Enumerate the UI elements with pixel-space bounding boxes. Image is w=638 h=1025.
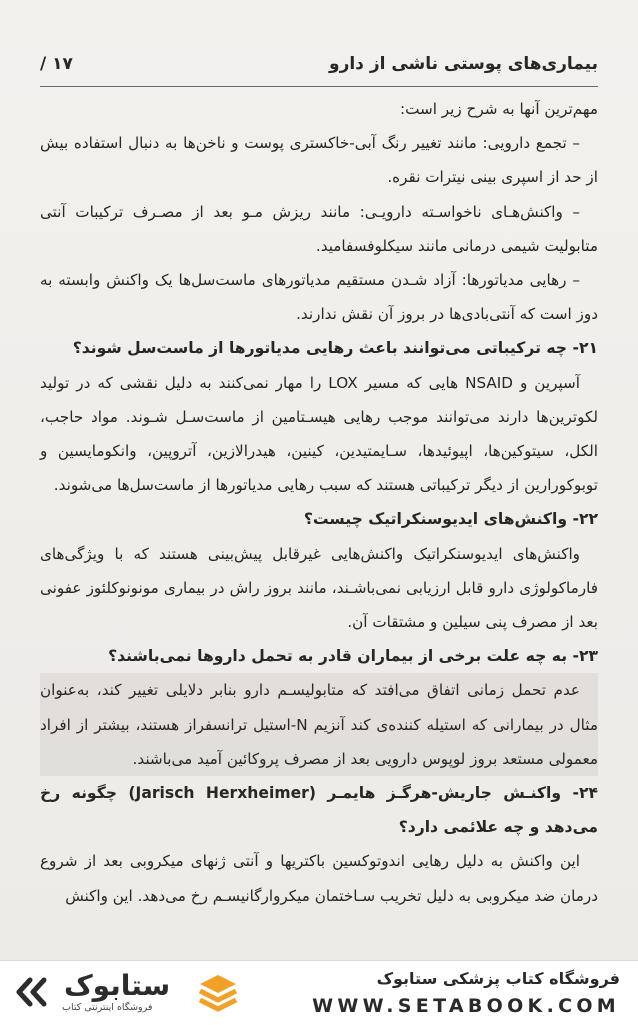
question-24: ۲۴- واکنـش جاریش-هرگـز هایمـر (Jarisch Herxheimer) چگونه رخ می‌دهد و چه علائمی دارد؟ bbox=[40, 784, 598, 837]
header-divider bbox=[40, 86, 598, 87]
book-stack-icon bbox=[198, 973, 238, 1015]
question-22: ۲۲- واکنش‌های ایدیوسنکراتیک چیست؟ bbox=[303, 510, 598, 529]
logo-wordmark: ستابوک bbox=[64, 969, 171, 1002]
intro-line: مهم‌ترین آنها به شرح زیر است: bbox=[399, 100, 598, 118]
page-number: ۱۷ bbox=[52, 54, 73, 74]
store-name: فروشگاه کتاب پزشکی ستابوک bbox=[376, 969, 620, 988]
page-header bbox=[40, 48, 598, 80]
answer-23: عدم تحمل زمانی اتفاق می‌افتد که متابولیسـم دارو بنابر دلایلی تغییر کند، به‌عنوان مثال در بیمارانی که استیله کننده‌ی کند آنزیم N-استیل ترانسفراز هستند، بیشتر از افراد معمولی مستعد بروز لوپوس دارویی بعد از مصرف پروکائین آمید می‌باشند. bbox=[40, 673, 598, 776]
question-23: ۲۳- به چه علت برخی از بیماران قادر به تحمل داروها نمی‌باشند؟ bbox=[108, 647, 598, 666]
store-logo[interactable] bbox=[14, 969, 244, 1019]
question-21: ۲۱- چه ترکیباتی می‌توانند باعث رهایی مدیاتورها از ماست‌سل شوند؟ bbox=[72, 339, 598, 358]
store-banner bbox=[0, 960, 638, 1025]
bullet-adverse-reactions: – واکنش‌هـای ناخواسـته دارویـی: مانند ریزش مـو بعد از مصـرف ترکیبات آنتی متابولیت شیمی درمانی مانند سیکلوفسفامید. bbox=[40, 202, 598, 255]
page-number-group bbox=[40, 54, 73, 74]
answer-24: این واکنش به دلیل رهایی اندوتوکسین باکتریها و آنتی ژنهای میکروبی بعد از شروع درمان ضد میکروبی به دلیل تخریب سـاختمان میکروارگانیسـم رخ می‌دهد. این واکنش bbox=[40, 852, 598, 905]
answer-22: واکنش‌های ایدیوسنکراتیک واکنش‌هایی غیرقابل پیش‌بینی هستند که با ویژگی‌های فارماکولوژی دارو قابل ارزیابی نمی‌باشـند، مانند بروز راش در بیماری مونونوکلئوز عفونی بعد از مصرف پنی سیلین و مشتقات آن. bbox=[40, 544, 598, 632]
chevron-left-icon bbox=[14, 977, 54, 1007]
logo-tagline: فروشگاه اینترنتی کتاب bbox=[62, 1002, 153, 1013]
store-url-link[interactable]: WWW.SETABOOK.COM bbox=[312, 995, 620, 1017]
chapter-title: بیماری‌های پوستی ناشی از دارو bbox=[329, 54, 598, 74]
page-body bbox=[40, 92, 598, 913]
bullet-mediator-release: – رهایی مدیاتورها: آزاد شـدن مستقیم مدیاتورهای ماست‌سل‌ها یک واکنش وابسته به دوز است که آنتی‌بادی‌ها در بروز آن نقش ندارند. bbox=[40, 271, 598, 324]
answer-21: آسپرین و NSAID هایی که مسیر LOX را مهار نمی‌کنند به دلیل نقشی که در تولید لکوترین‌ها دارند می‌توانند موجب رهایی هیسـتامین از ماست‌سـل شـوند. مواد حاجب، الکل، سیتوکین‌ها، اپیوئیدها، سـایمتیدین، کینین، هیدرالازین، آتروپین، وانکومایسین و توبوکورارین از دیگر ترکیباتی هستند که سبب رهایی مدیاتورها از ماست‌سل‌ها می‌شوند. bbox=[40, 373, 598, 495]
bullet-drug-accumulation: – تجمع دارویی: مانند تغییر رنگ آبی-خاکستری پوست و ناخن‌ها به دنبال استفاده بیش از حد از اسپری بینی نیترات نقره. bbox=[40, 134, 598, 187]
page-separator: / bbox=[40, 54, 47, 74]
